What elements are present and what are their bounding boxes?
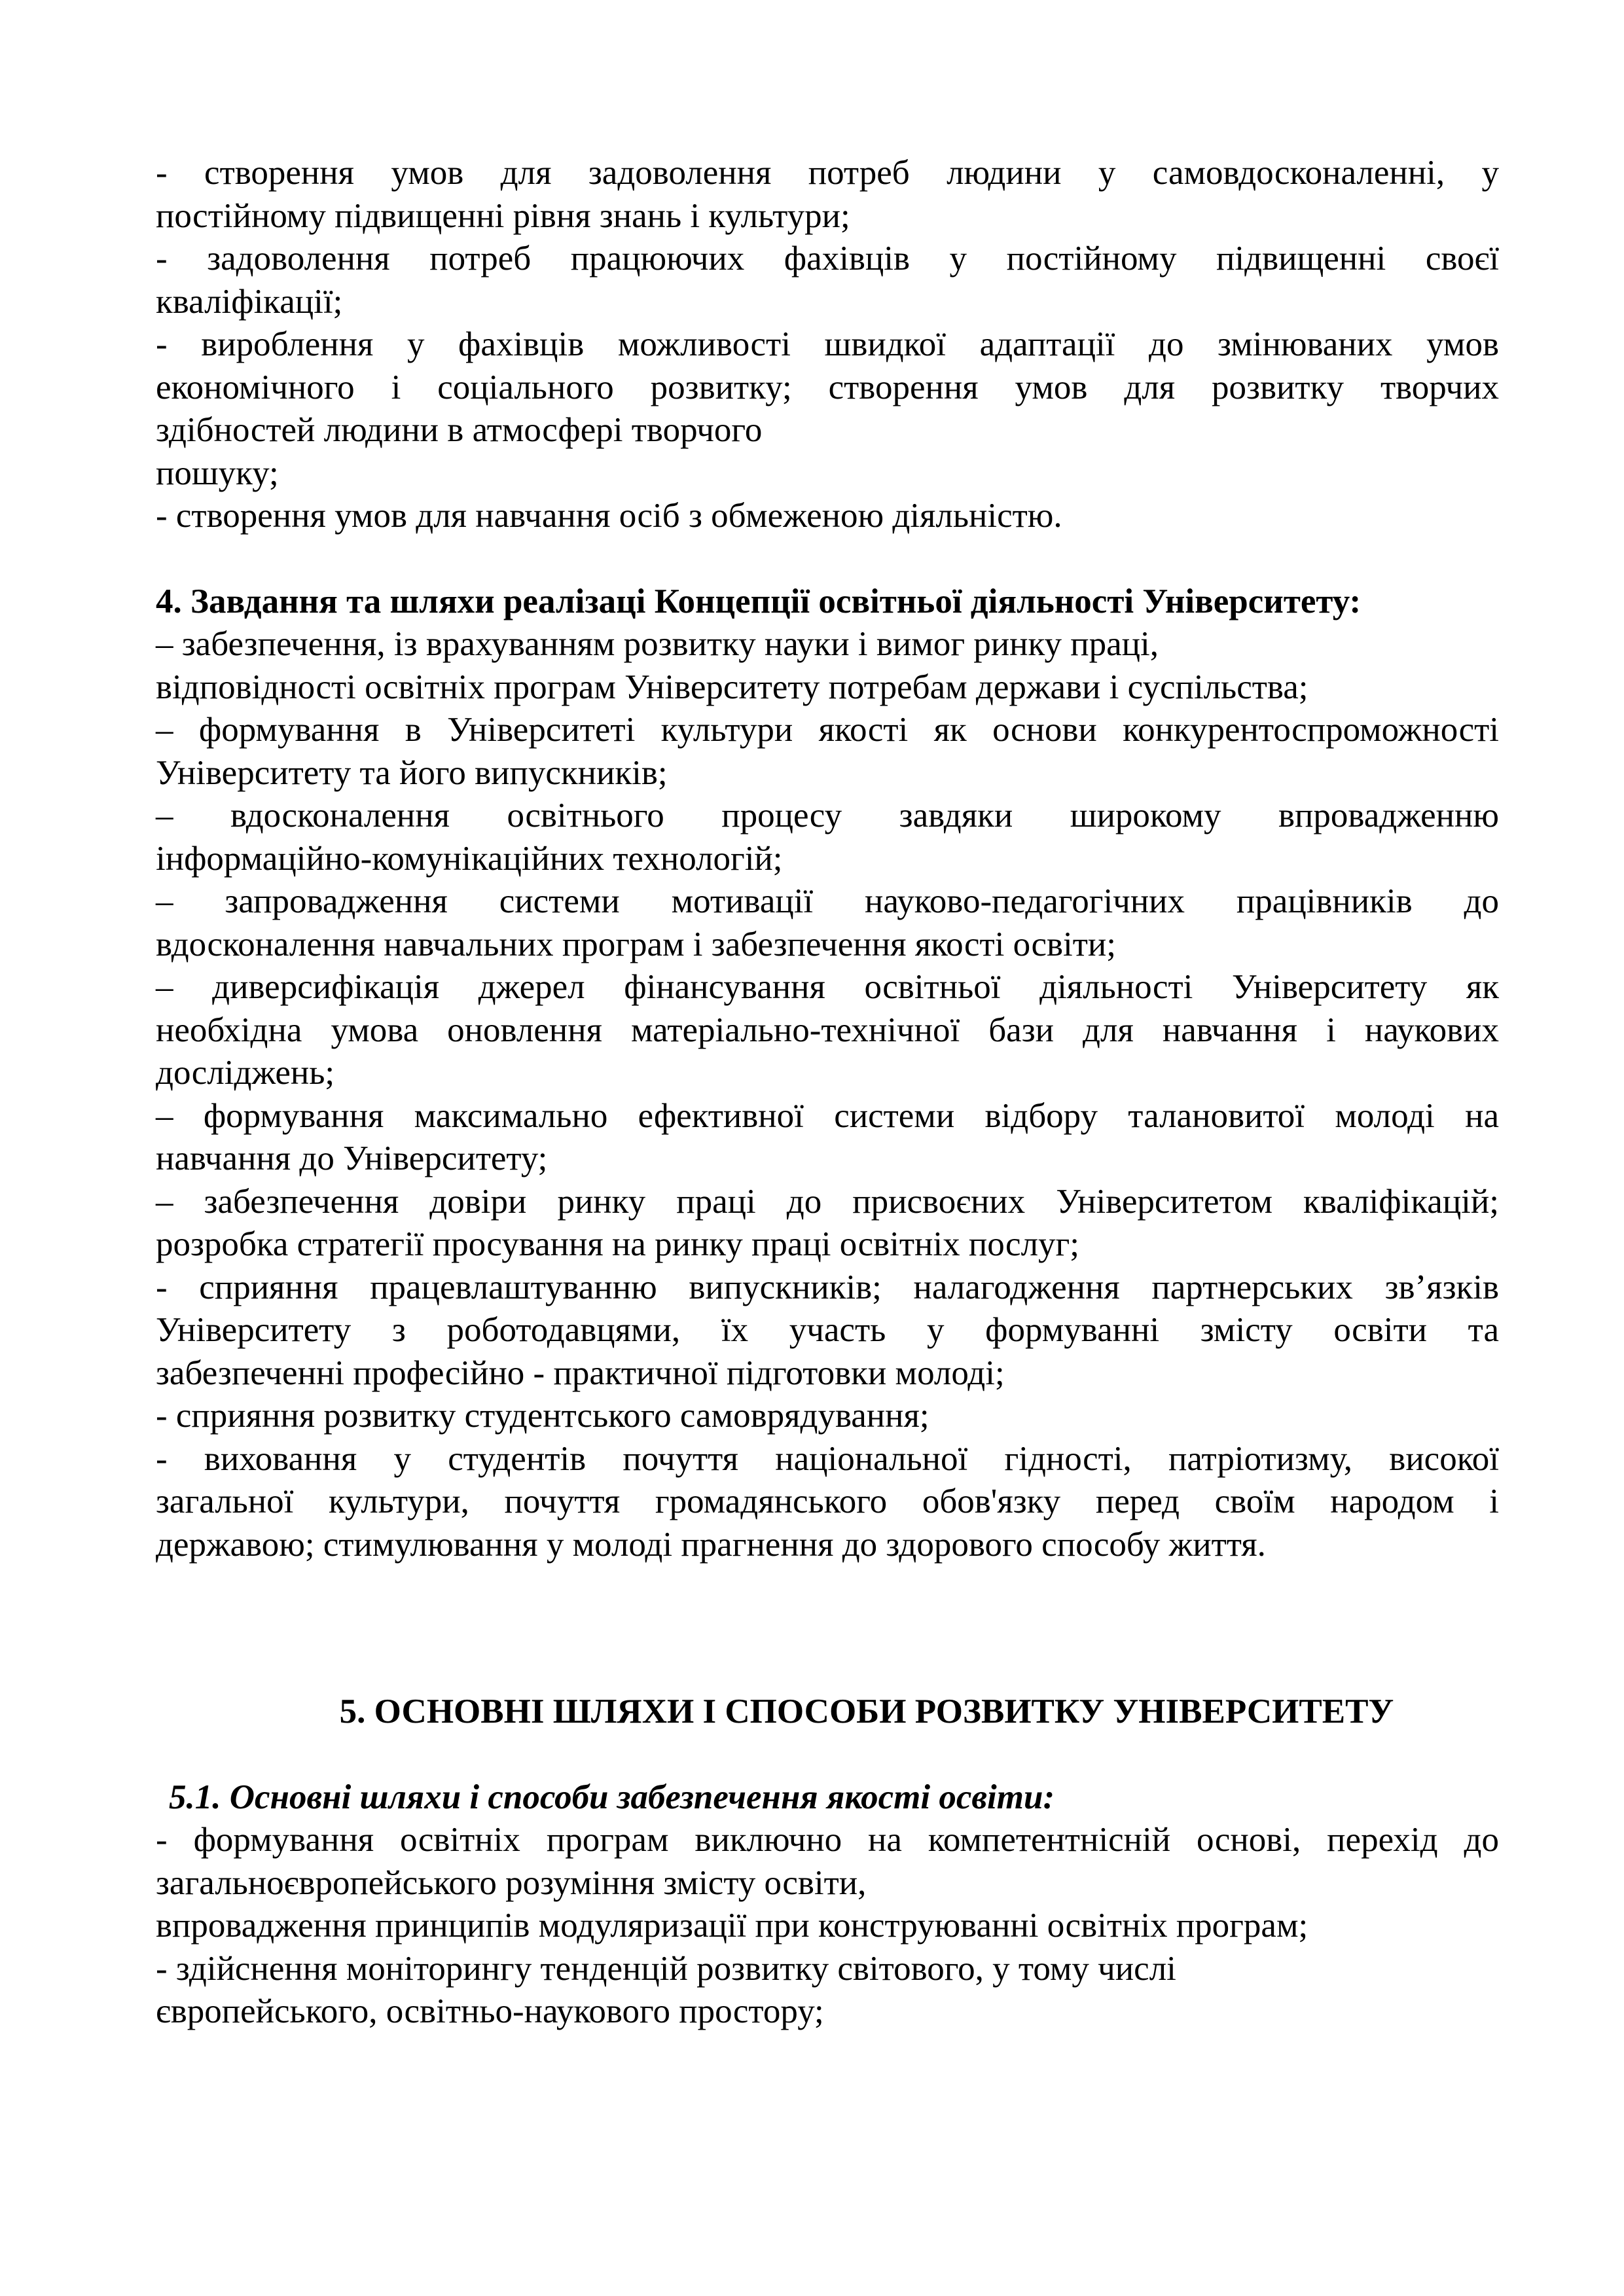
text-line: – вдосконалення освітнього процесу завдяки широкому впровадженню (156, 797, 1499, 834)
intro-list (156, 152, 1499, 538)
text-line: загальної культури, почуття громадянського обов'язку перед своїм народом і (156, 1482, 1499, 1520)
text-line: загальноєвропейського розуміння змісту освіти, (156, 1863, 867, 1902)
text-line: – забезпечення, із врахуванням розвитку науки і вимог ринку праці, (156, 625, 1159, 663)
text-line: здібностей людини в атмосфері творчого (156, 411, 763, 449)
document-page (156, 152, 1499, 2034)
text-line: інформаційно-комунікаційних технологій; (156, 839, 783, 878)
text-line: - вироблення у фахівців можливості швидкої адаптації до змінюваних умов (156, 325, 1499, 363)
text-line: Університету та його випускників; (156, 753, 668, 792)
text-line: – формування максимально ефективної системи відбору талановитої молоді на (156, 1096, 1499, 1135)
text-line: – забезпечення довіри ринку праці до присвоєних Університетом кваліфікацій; (156, 1182, 1499, 1221)
text-line: європейського, освітньо-наукового простору; (156, 1992, 824, 2030)
text-line: - задоволення потреб працюючих фахівців у постійному підвищенні своєї (156, 240, 1499, 278)
spacer (156, 538, 1499, 581)
text-line: забезпеченні професійно - практичної підготовки молоді; (156, 1354, 1005, 1392)
text-line: - створення умов для задоволення потреб людини у самовдосконаленні, у (156, 154, 1499, 192)
text-line: - виховання у студентів почуття національної гідності, патріотизму, високої (156, 1439, 1499, 1478)
text-line: - сприяння працевлаштуванню випускників; налагодження партнерських зв’язків (156, 1268, 1499, 1306)
text-line: пошуку; (156, 454, 279, 492)
text-line: державою; стимулювання у молоді прагнення до здорового способу життя. (156, 1525, 1266, 1564)
text-line: постійному підвищенні рівня знань і культури; (156, 196, 850, 235)
text-line: – формування в Університеті культури якості як основи конкурентоспроможності (156, 711, 1499, 749)
section-5-1-subtitle: 5.1. Основні шляхи і способи забезпечення якості освіти: (169, 1778, 1055, 1816)
section-4-heading: 4. Завдання та шляхи реалізаці Концепції освітньої діяльності Університету: (156, 582, 1362, 620)
text-line: – диверсифікація джерел фінансування освітньої діяльності Університету як (156, 968, 1499, 1006)
text-line: кваліфікації; (156, 282, 343, 321)
text-line: – запровадження системи мотивації науково-педагогічних працівників до (156, 882, 1499, 920)
section-5-title: 5. ОСНОВНІ ШЛЯХИ І СПОСОБИ РОЗВИТКУ УНІВЕРСИТЕТУ (339, 1693, 1394, 1731)
text-line: економічного і соціального розвитку; створення умов для розвитку творчих (156, 368, 1499, 406)
spacer (156, 1734, 1499, 1776)
spacer (156, 1566, 1499, 1691)
text-line: - формування освітніх програм виключно на компетентнісній основі, перехід до (156, 1821, 1499, 1859)
text-line: впровадження принципів модуляризації при конструюванні освітніх програм; (156, 1907, 1308, 1945)
text-line: - здійснення моніторингу тенденцій розвитку світового, у тому числі (156, 1949, 1176, 1988)
section-4 (156, 581, 1499, 1567)
section-5 (156, 1691, 1499, 2034)
text-line: вдосконалення навчальних програм і забезпечення якості освіти; (156, 925, 1116, 963)
text-line: досліджень; (156, 1054, 335, 1092)
text-line: - сприяння розвитку студентського самоврядування; (156, 1397, 929, 1435)
text-line: необхідна умова оновлення матеріально-технічної бази для навчання і наукових (156, 1011, 1499, 1049)
text-line: Університету з роботодавцями, їх участь у формуванні змісту освіти та (156, 1311, 1499, 1349)
text-line: відповідності освітніх програм Університету потребам держави і суспільства; (156, 668, 1308, 706)
text-line: розробка стратегії просування на ринку праці освітніх послуг; (156, 1225, 1079, 1263)
text-line: - створення умов для навчання осіб з обмеженою діяльністю. (156, 497, 1062, 535)
text-line: навчання до Університету; (156, 1139, 548, 1177)
